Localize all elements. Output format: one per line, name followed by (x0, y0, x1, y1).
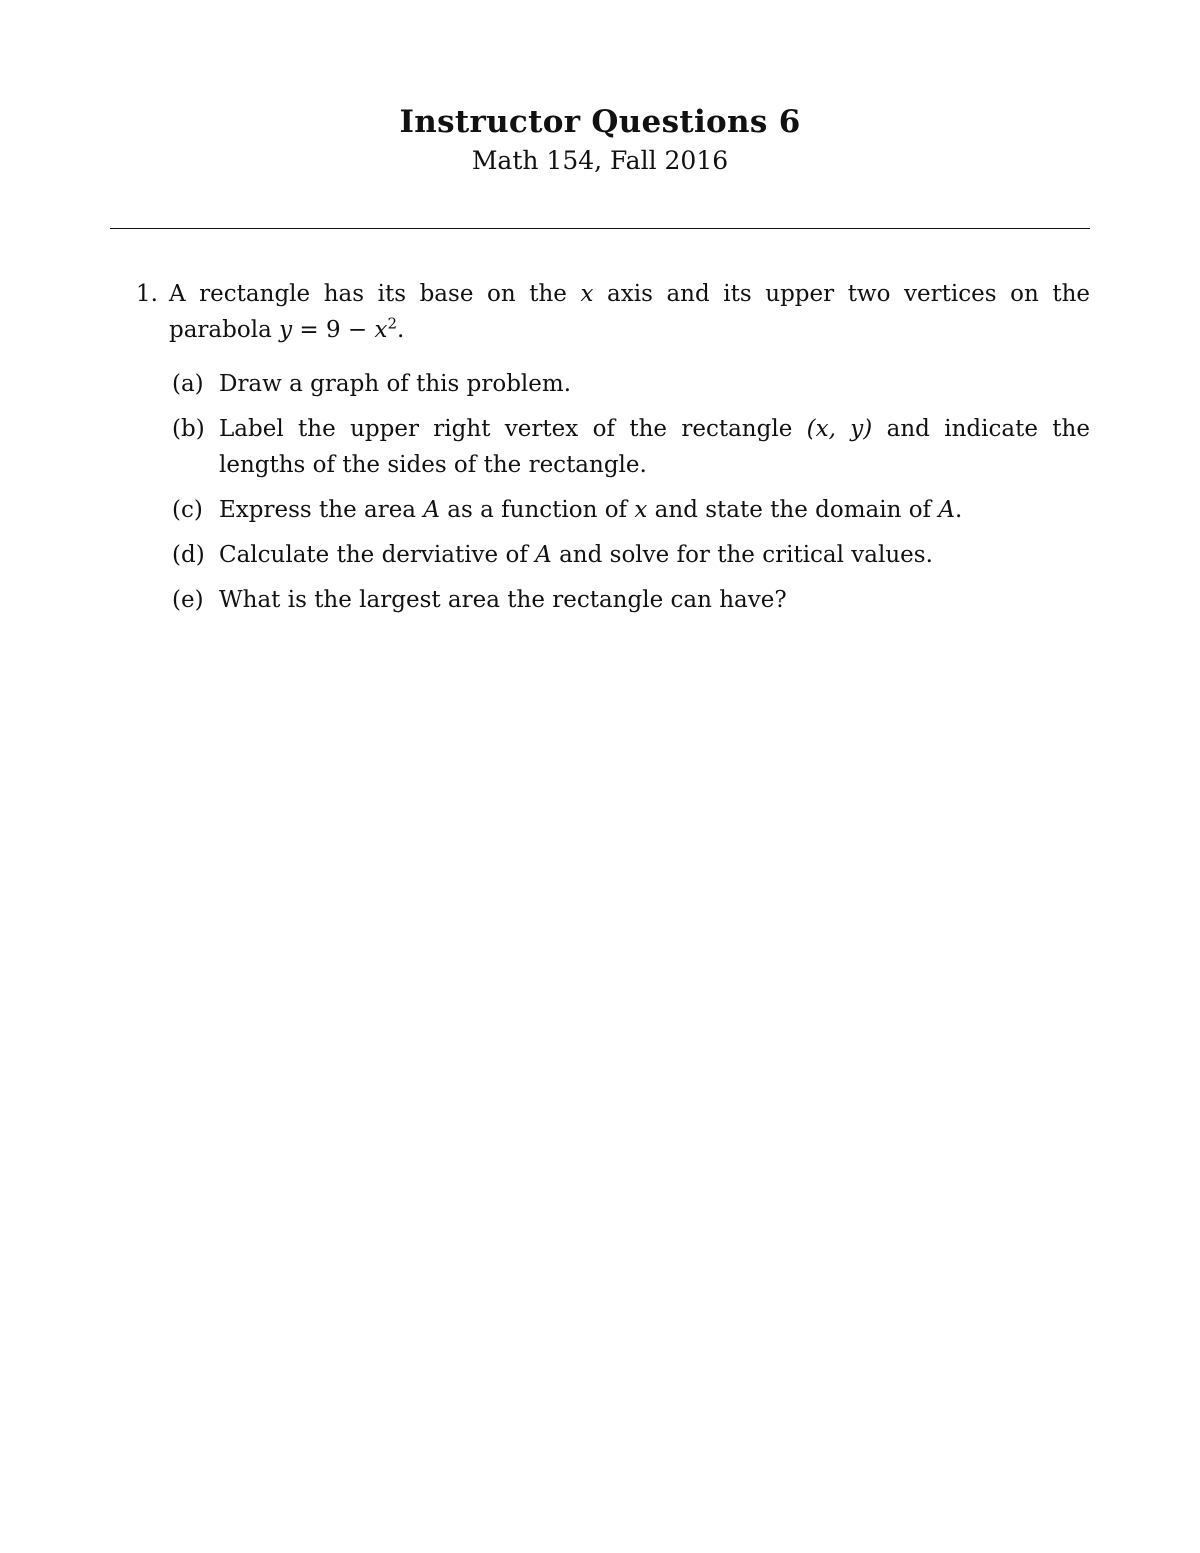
eq-x: x (374, 317, 388, 343)
page-title: Instructor Questions 6 (399, 104, 801, 140)
question-parts (136, 366, 1090, 618)
part-label: (c) (172, 497, 203, 523)
vertex-coords: (x, y) (806, 416, 873, 442)
part-c (169, 492, 1090, 528)
part-label: (b) (172, 416, 205, 442)
eq-y: y (279, 317, 293, 343)
var-x: x (580, 281, 594, 307)
question-text: A rectangle has its base on the x axis and its upper two vertices on the parabola $y = 9 - x^2$. (169, 281, 1091, 343)
part-b (169, 411, 1090, 483)
eq-exponent: 2 (387, 314, 398, 333)
eq-middle: = 9 − (292, 317, 375, 343)
course-subtitle: Math 154, Fall 2016 (471, 146, 729, 175)
part-label: (d) (172, 542, 205, 568)
part-text: Draw a graph of this problem. (219, 371, 572, 397)
part-text: Express the area A as a function of x and state the domain of A. (219, 497, 963, 523)
part-a (169, 366, 1090, 402)
part-text: Label the upper right vertex of the rectangle (x, y) and indicate the lengths of the sides of the rectangle. (219, 416, 1090, 478)
question-1 (136, 276, 1090, 627)
header-divider (110, 228, 1090, 229)
part-e (169, 582, 1090, 618)
part-text: What is the largest area the rectangle can have? (219, 587, 787, 613)
part-label: (a) (172, 371, 204, 397)
part-label: (e) (172, 587, 204, 613)
part-text: Calculate the derviative of A and solve for the critical values. (219, 542, 933, 568)
question-number: 1. (136, 281, 158, 307)
part-d (169, 537, 1090, 573)
